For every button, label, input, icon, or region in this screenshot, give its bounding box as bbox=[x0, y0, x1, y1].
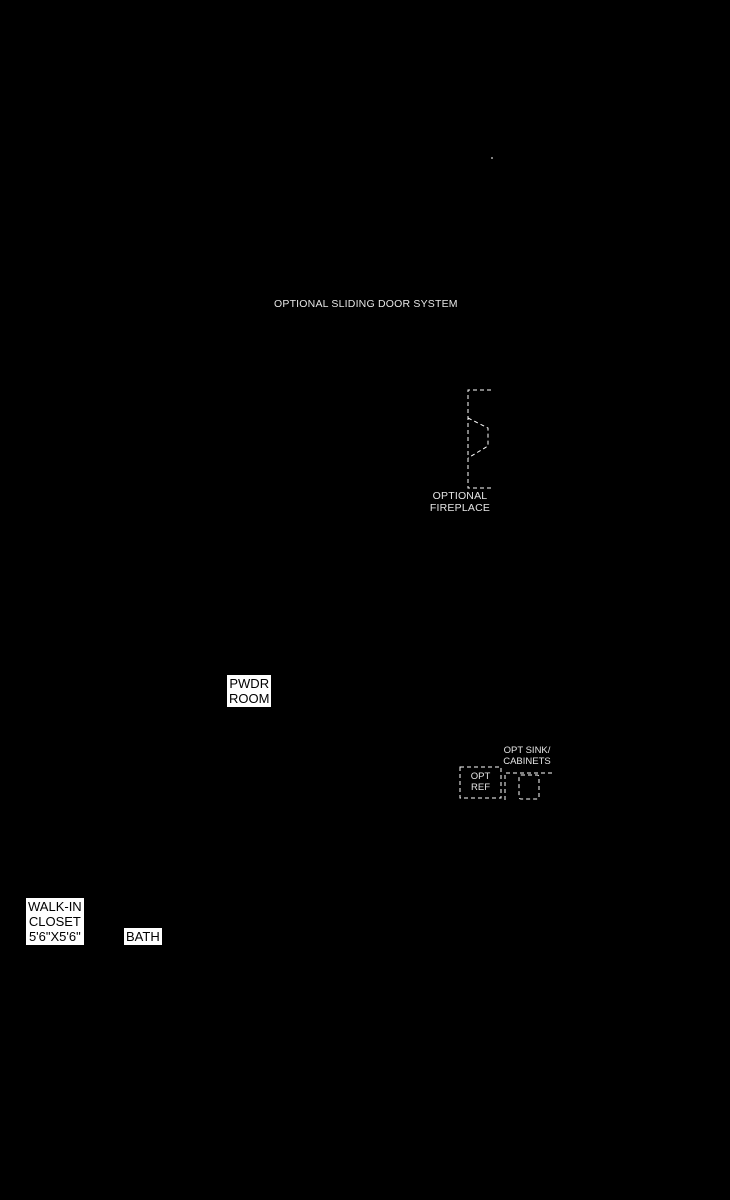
fireplace-label: OPTIONAL FIREPLACE bbox=[429, 490, 491, 514]
sink-cabinets-label: OPT SINK/ CABINETS bbox=[503, 745, 551, 767]
sink-outline-icon bbox=[505, 773, 554, 800]
fireplace-outline-icon bbox=[468, 390, 491, 488]
sliding-door-label: OPTIONAL SLIDING DOOR SYSTEM bbox=[274, 298, 458, 310]
walk-in-closet-label: WALK-IN CLOSET 5'6"X5'6" bbox=[28, 899, 82, 944]
refrigerator-label: OPT REF bbox=[470, 771, 491, 793]
powder-room-label: PWDR ROOM bbox=[229, 676, 270, 706]
bath-label: BATH bbox=[126, 929, 160, 944]
